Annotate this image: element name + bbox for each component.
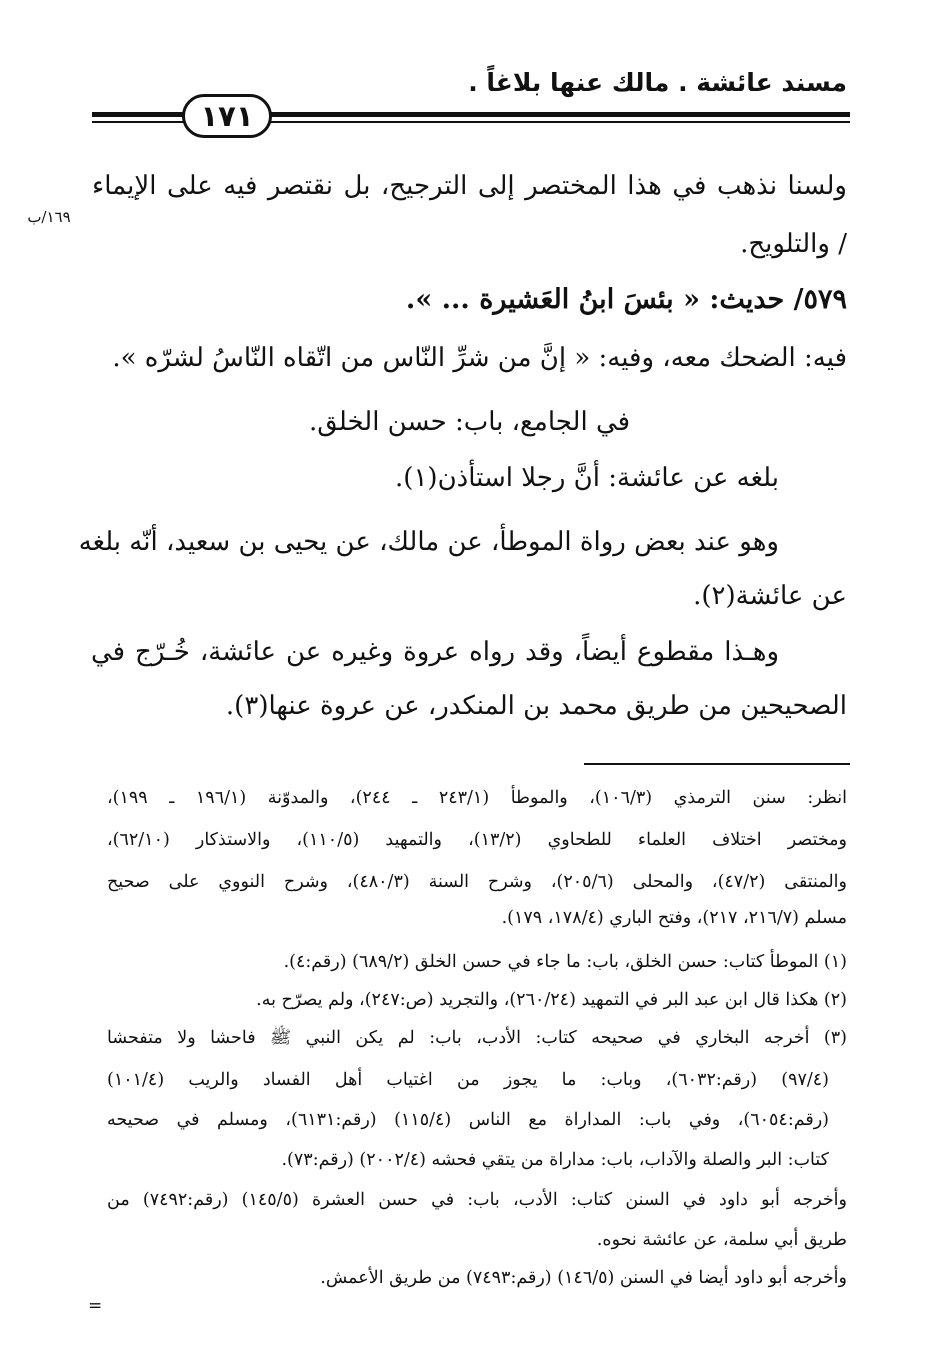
body-line-4: فيه: الضحك معه، وفيه: « إنَّ من شرِّ النّاس من اتّقاه النّاسُ لشرّه ». <box>112 343 847 373</box>
body-line-7: وهو عند بعض رواة الموطأ، عن مالك، عن يحيى بن سعيد، أنّه بلغه <box>78 527 779 557</box>
footnote-line-12: طريق أبي سلمة، عن عائشة نحوه. <box>596 1230 847 1250</box>
footnote-line-13: وأخرجه أبو داود أيضا في السنن (١٤٦/٥) (رقم:٧٤٩٣) من طريق الأعمش. <box>320 1268 847 1288</box>
footnote-separator <box>584 763 850 765</box>
body-line-9: وهـذا مقطوع أيضاً، وقد رواه عروة وغيره عن عائشة، خُـرّج في <box>91 637 779 667</box>
footnote-line-11: وأخرجه أبو داود في السنن كتاب: الأدب، باب: في حسن العشرة (١٤٥/٥) (رقم:٧٤٩٢) من <box>107 1190 847 1210</box>
footnote-line-9: (رقم:٦٠٥٤)، وفي باب: المداراة مع الناس (١١٥/٤) (رقم:٦١٣١)، ومسلم في صحيحه <box>107 1110 829 1130</box>
body-line-10: الصحيحين من طريق محمد بن المنكدر، عن عروة عنها(٣). <box>225 691 847 721</box>
running-head: مسند عائشة . مالك عنها بلاغاً . <box>468 68 847 97</box>
footnote-line-8: (٩٧/٤) (رقم:٦٠٣٢)، وباب: ما يجوز من اغتياب أهل الفساد والريب (١٠١/٤) <box>107 1070 829 1090</box>
body-line-2: / والتلويح. <box>740 229 847 259</box>
footnote-line-4: مسلم (٢١٦/٧، ٢١٧)، وفتح الباري (١٧٨/٤، ١٧٩). <box>501 908 847 928</box>
body-line-1: ولسنا نذهب في هذا المختصر إلى الترجيح، بل نقتصر فيه على الإيماء <box>92 171 847 201</box>
body-line-8: عن عائشة(٢). <box>693 581 847 611</box>
footnote-line-1: انظر: سنن الترمذي (١٠٦/٣)، والموطأ (٢٤٣/١ ـ ٢٤٤)، والمدوّنة (١٩٦/١ ـ ١٩٩)، <box>107 788 847 808</box>
footnote-line-2: ومختصر اختلاف العلماء للطحاوي (١٣/٢)، والتمهيد (١١٠/٥)، والاستذكار (٦٢/١٠)، <box>107 830 847 850</box>
footnote-line-7: (٣) أخرجه البخاري في صحيحه كتاب: الأدب، باب: لم يكن النبي ﷺ فاحشا ولا متفحشا <box>107 1028 847 1048</box>
footnote-line-5: (١) الموطأ كتاب: حسن الخلق، باب: ما جاء في حسن الخلق (٦٨٩/٢) (رقم:٤). <box>283 952 847 972</box>
continuation-mark: = <box>88 1296 103 1316</box>
footnote-line-3: والمنتقى (٤٧/٢)، والمحلى (٢٠٥/٦)، وشرح السنة (٤٨٠/٣)، وشرح النووي على صحيح <box>107 872 847 892</box>
footnote-line-6: (٢) هكذا قال ابن عبد البر في التمهيد (٢٦٠/٢٤)، والتجريد (ص:٢٤٧)، ولم يصرّح به. <box>256 990 847 1010</box>
footnote-line-10: كتاب: البر والصلة والآداب، باب: مداراة من يتقي فحشه (٢٠٠٢/٤) (رقم:٧٣). <box>281 1150 829 1170</box>
margin-note: ١٦٩/ب <box>27 208 71 226</box>
chapter-reference: في الجامع، باب: حسن الخلق. <box>308 407 631 437</box>
page-number: ١٧١ <box>182 94 272 138</box>
body-line-6: بلغه عن عائشة: أنَّ رجلا استأذن(١). <box>395 463 779 493</box>
hadith-heading: ٥٧٩/ حديث: « بئسَ ابنُ العَشيرة ... ». <box>405 284 847 315</box>
